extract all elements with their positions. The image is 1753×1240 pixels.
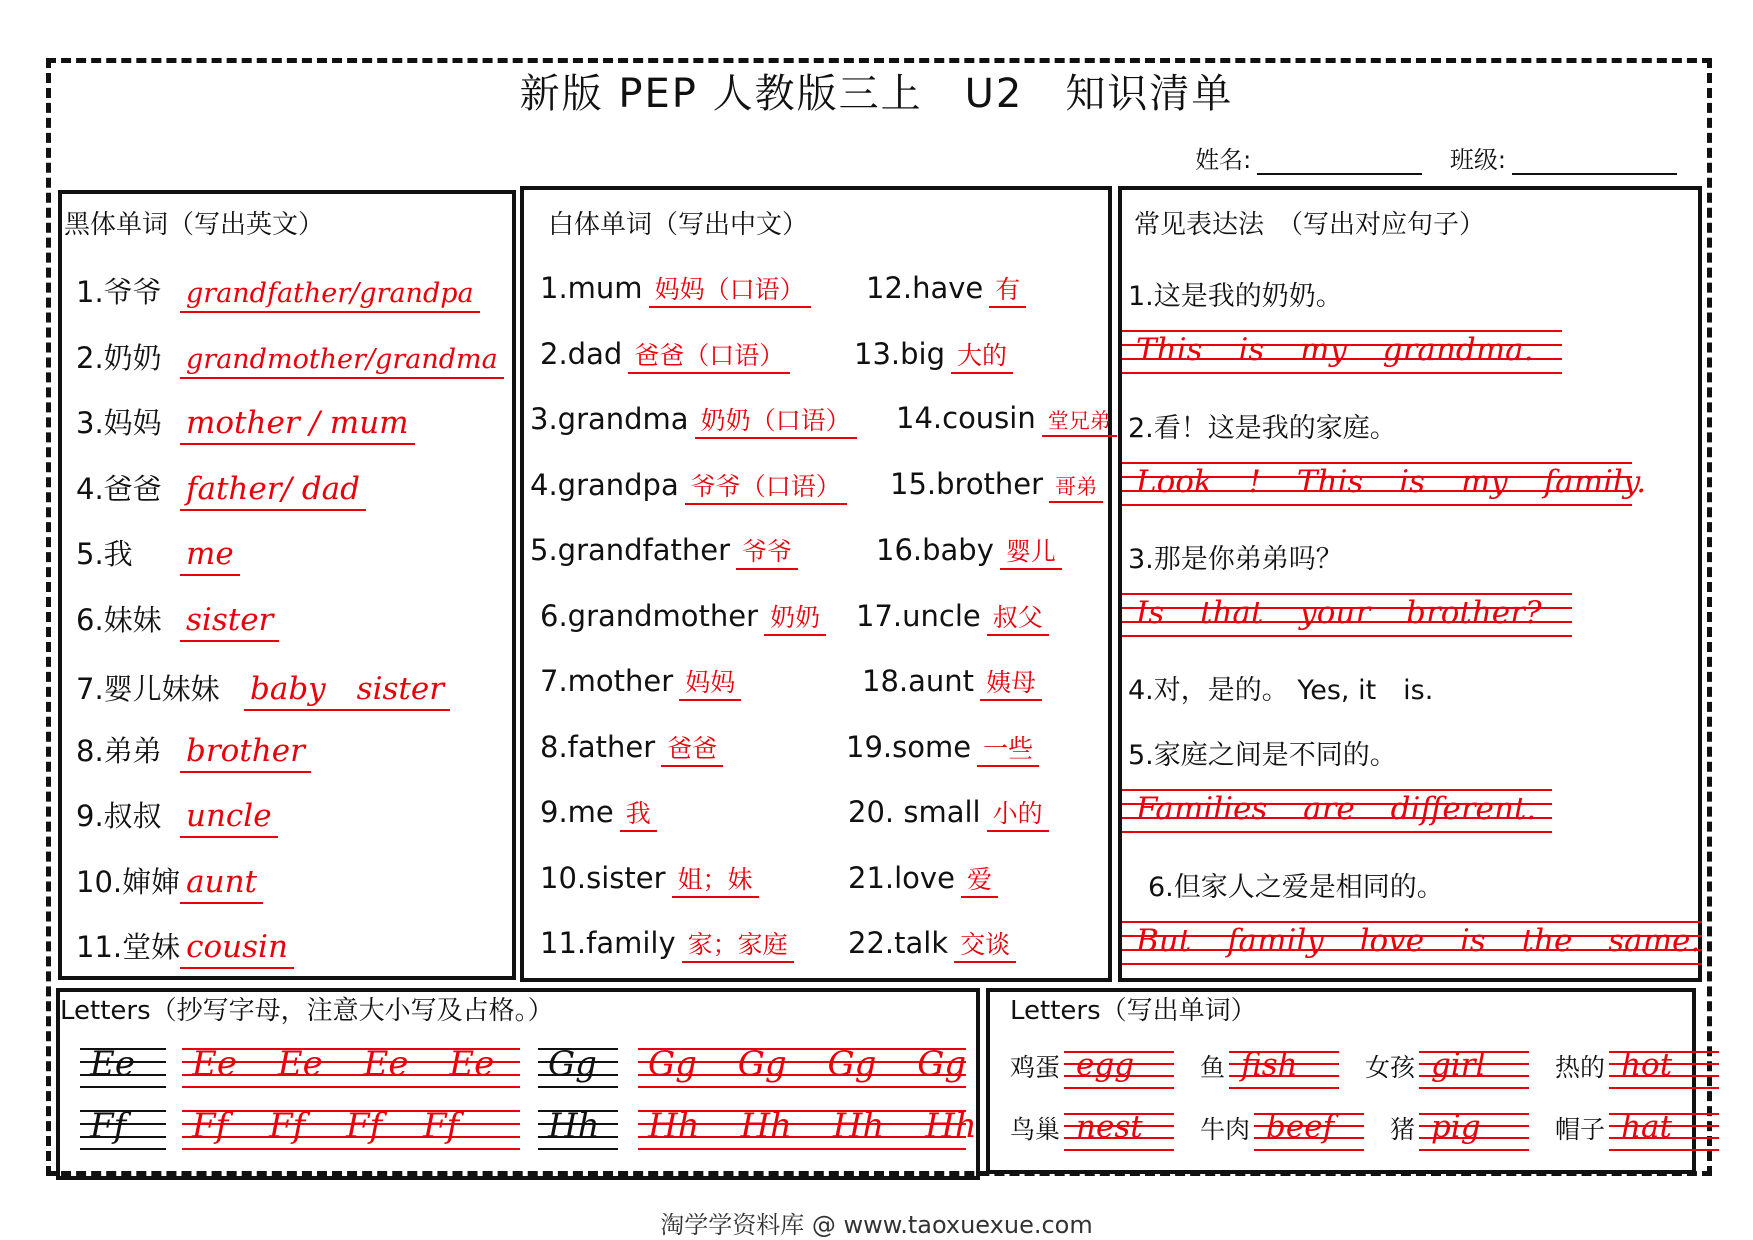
letter-copy-lines[interactable] <box>182 1044 520 1088</box>
letter-copy: Ff Ff Ff Ff <box>192 1106 460 1146</box>
letter-copy-lines[interactable] <box>182 1106 520 1150</box>
white-word-answer[interactable]: 叔父 <box>987 603 1049 636</box>
bold-word-answer[interactable]: grandfather/grandpa <box>180 278 480 313</box>
letter-word-text: hot <box>1621 1047 1673 1083</box>
white-word-prompt: 22.talk <box>848 926 949 960</box>
bold-word-row <box>76 598 279 639</box>
bold-word-prompt: 5.我 <box>76 537 133 571</box>
white-word-prompt: 19.some <box>846 729 972 764</box>
white-word-answer[interactable]: 爸爸 <box>661 734 723 767</box>
bold-word-prompt: 9.叔叔 <box>76 799 162 833</box>
white-word-prompt: 9.me <box>540 795 614 829</box>
white-word-row <box>530 532 798 568</box>
bold-word-row <box>76 925 294 966</box>
letter-word-answer[interactable] <box>1064 1111 1174 1151</box>
white-word-prompt: 13.big <box>854 336 945 371</box>
white-word-row <box>848 794 1049 830</box>
bold-word-row <box>76 532 240 573</box>
white-word-prompt: 11.family <box>540 926 676 960</box>
letter-word-prompt: 鱼 <box>1200 1053 1226 1082</box>
white-word-row <box>540 925 794 961</box>
bold-word-answer[interactable]: grandmother/grandma <box>180 344 504 379</box>
letter-word-answer[interactable] <box>1609 1049 1719 1089</box>
letter-word-answer[interactable] <box>1064 1049 1174 1089</box>
letter-word-text: egg <box>1076 1047 1135 1083</box>
white-word-prompt: 21.love <box>848 860 955 895</box>
white-word-row <box>540 598 826 634</box>
bold-word-prompt: 8.弟弟 <box>76 733 162 768</box>
bold-word-prompt: 11.堂妹 <box>76 930 181 964</box>
white-word-prompt: 16.baby <box>876 533 994 567</box>
bold-word-answer[interactable]: cousin <box>180 929 294 969</box>
expression-chinese: 3.那是你弟弟吗？ <box>1128 544 1343 575</box>
bold-word-prompt: 10.婶婶 <box>76 864 181 899</box>
letter-word-prompt: 猪 <box>1390 1115 1416 1144</box>
white-word-answer[interactable]: 爷爷 <box>736 537 798 570</box>
bold-word-prompt: 3.妈妈 <box>76 406 162 440</box>
bold-word-prompt: 1.爷爷 <box>76 275 162 309</box>
letter-word-row <box>1010 1048 1745 1089</box>
expressions-heading: 常见表达法 （写出对应句子） <box>1134 210 1486 240</box>
white-word-answer[interactable]: 有 <box>989 275 1026 308</box>
white-word-row <box>854 336 1013 372</box>
expression-english: But family love is the same. <box>1136 923 1701 959</box>
white-word-row <box>530 467 847 503</box>
white-word-answer[interactable]: 奶奶（口语） <box>695 406 857 439</box>
letter-word-text: fish <box>1241 1047 1298 1083</box>
white-word-answer[interactable]: 爷爷（口语） <box>685 472 847 505</box>
white-word-answer[interactable]: 爱 <box>961 865 998 898</box>
letter-copy-lines[interactable] <box>638 1106 977 1150</box>
letter-model-lines <box>80 1106 166 1150</box>
bold-word-row <box>76 860 263 901</box>
white-word-prompt: 18.aunt <box>862 664 975 698</box>
white-word-prompt: 8.father <box>540 729 656 764</box>
letter-copy: Ee Ee Ee Ee <box>192 1044 495 1084</box>
white-word-answer[interactable]: 姨母 <box>980 668 1042 701</box>
white-word-prompt: 4.grandpa <box>530 467 679 502</box>
letter-word-prompt: 帽子 <box>1555 1115 1606 1144</box>
class-label: 班级: <box>1449 146 1506 174</box>
letter-model: Ff <box>90 1106 127 1146</box>
white-word-answer[interactable]: 一些 <box>977 734 1039 767</box>
white-word-prompt: 14.cousin <box>896 401 1036 435</box>
white-word-answer[interactable]: 婴儿 <box>1000 537 1062 570</box>
white-word-row <box>856 598 1049 634</box>
letter-word-prompt: 鸟巢 <box>1010 1115 1061 1144</box>
expression-english: Look ! This is my family. <box>1136 464 1647 500</box>
letters-copy-heading: Letters（抄写字母，注意大小写及占格。） <box>60 996 554 1026</box>
white-word-prompt: 12.have <box>866 271 984 305</box>
letter-model: Hh <box>548 1106 600 1146</box>
name-class-bar <box>1195 140 1697 175</box>
expression-answer-lines[interactable] <box>1122 462 1647 506</box>
white-word-row <box>530 401 857 437</box>
letter-word-text: beef <box>1266 1109 1335 1145</box>
letter-word-answer[interactable] <box>1419 1111 1529 1151</box>
bold-word-answer[interactable]: aunt <box>180 864 263 904</box>
bold-word-prompt: 2.奶奶 <box>76 340 162 375</box>
white-word-row <box>540 794 657 830</box>
letter-copy-lines[interactable] <box>638 1044 967 1088</box>
expression-english: Is that your brother? <box>1136 595 1542 631</box>
bold-word-answer[interactable]: baby sister <box>244 671 450 711</box>
white-word-row <box>896 401 1117 435</box>
white-word-prompt: 10.sister <box>540 860 666 895</box>
white-word-row <box>540 336 790 372</box>
letter-model: Gg <box>548 1044 597 1084</box>
letter-model-lines <box>80 1044 166 1088</box>
letter-model-lines <box>538 1044 618 1088</box>
white-word-row <box>848 925 1016 961</box>
white-word-row <box>890 467 1103 501</box>
white-word-answer[interactable]: 大的 <box>951 341 1013 374</box>
bold-word-answer[interactable]: me <box>180 536 240 576</box>
bold-word-prompt: 4.爸爸 <box>76 471 162 506</box>
white-word-row <box>540 729 723 765</box>
letters-words-heading: Letters（写出单词） <box>1010 996 1257 1026</box>
bold-word-row <box>76 336 504 377</box>
expression-english: Families are different. <box>1136 791 1537 827</box>
letter-word-text: pig <box>1431 1109 1481 1145</box>
white-word-row <box>866 270 1026 306</box>
white-word-answer[interactable]: 奶奶 <box>764 603 826 636</box>
letter-word-answer[interactable] <box>1609 1111 1719 1151</box>
white-word-prompt: 3.grandma <box>530 402 689 436</box>
bold-word-row <box>76 794 278 835</box>
bold-word-prompt: 7.婴儿妹妹 <box>76 672 220 706</box>
white-word-answer[interactable]: 哥弟 <box>1049 475 1103 503</box>
white-word-answer[interactable]: 姐；妹 <box>672 865 759 898</box>
white-word-prompt: 15.brother <box>890 466 1044 501</box>
bold-words-heading: 黑体单词（写出英文） <box>64 210 325 240</box>
white-words-heading: 白体单词（写出中文） <box>548 210 809 240</box>
bold-word-answer[interactable]: uncle <box>180 798 278 838</box>
letter-word-text: hat <box>1621 1109 1672 1145</box>
name-label: 姓名: <box>1195 146 1252 174</box>
letter-copy: Hh Hh Hh Hh <box>648 1106 977 1146</box>
expression-answer-lines[interactable] <box>1122 330 1562 374</box>
letter-model: Ee <box>90 1044 135 1084</box>
bold-word-row <box>76 663 450 708</box>
expression-chinese: 1.这是我的奶奶。 <box>1128 281 1343 312</box>
letter-word-text: girl <box>1431 1047 1486 1083</box>
bold-word-answer[interactable]: father/ dad <box>180 471 366 511</box>
letter-word-prompt: 牛肉 <box>1200 1115 1251 1144</box>
expression-chinese: 5.家庭之间是不同的。 <box>1128 740 1397 771</box>
white-word-answer[interactable]: 妈妈（口语） <box>649 275 811 308</box>
letter-word-text: nest <box>1076 1109 1143 1145</box>
letter-word-row <box>1010 1110 1745 1151</box>
white-word-answer[interactable]: 妈妈 <box>679 668 741 701</box>
white-word-prompt: 17.uncle <box>856 598 981 633</box>
bold-word-row <box>76 401 415 442</box>
expression-answer-lines[interactable] <box>1122 593 1572 637</box>
white-word-prompt: 1.mum <box>540 271 643 305</box>
name-blank[interactable] <box>1257 149 1422 175</box>
white-word-answer[interactable]: 小的 <box>987 799 1049 832</box>
expression-chinese: 2.看！这是我的家庭。 <box>1128 413 1397 444</box>
bold-word-answer[interactable]: sister <box>180 602 279 642</box>
bold-word-prompt: 6.妹妹 <box>76 602 162 637</box>
white-word-row <box>540 663 741 699</box>
white-word-row <box>846 729 1039 765</box>
white-word-row <box>848 860 998 896</box>
white-word-answer[interactable]: 交谈 <box>954 930 1016 963</box>
white-word-answer[interactable]: 堂兄弟 <box>1042 409 1117 437</box>
footer-watermark: 淘学学资料库 @ www.taoxuexue.com <box>660 1211 1093 1239</box>
white-word-prompt: 20. small <box>848 795 981 829</box>
white-word-prompt: 2.dad <box>540 336 623 371</box>
expression-english: This is my grandma. <box>1136 332 1534 368</box>
white-word-prompt: 6.grandmother <box>540 598 759 633</box>
white-word-answer[interactable]: 家；家庭 <box>682 930 794 963</box>
bold-word-answer[interactable]: brother <box>180 733 311 773</box>
white-word-row <box>876 532 1062 568</box>
letter-word-answer[interactable] <box>1419 1049 1529 1089</box>
white-word-row <box>540 270 811 306</box>
bold-word-row <box>76 729 311 770</box>
letter-word-prompt: 女孩 <box>1365 1053 1416 1082</box>
letter-word-prompt: 鸡蛋 <box>1010 1053 1061 1082</box>
expression-answer-lines[interactable] <box>1122 789 1552 833</box>
page-title: 新版 PEP 人教版三上 U2 知识清单 <box>519 71 1234 117</box>
expression-chinese: 4.对，是的。 Yes, it is. <box>1128 675 1434 706</box>
letter-model-lines <box>538 1106 618 1150</box>
white-word-prompt: 7.mother <box>540 664 674 698</box>
expression-chinese: 6.但家人之爱是相同的。 <box>1148 872 1444 903</box>
white-word-answer[interactable]: 爸爸（口语） <box>628 341 790 374</box>
letter-word-answer[interactable] <box>1254 1111 1364 1151</box>
bold-word-row <box>76 270 480 311</box>
expression-answer-lines[interactable] <box>1122 921 1702 965</box>
class-blank[interactable] <box>1512 149 1677 175</box>
white-word-prompt: 5.grandfather <box>530 533 731 567</box>
bold-word-row <box>76 467 366 508</box>
white-word-row <box>862 663 1042 699</box>
bold-word-answer[interactable]: mother / mum <box>180 405 415 445</box>
letter-word-prompt: 热的 <box>1555 1053 1606 1082</box>
letter-word-answer[interactable] <box>1229 1049 1339 1089</box>
white-word-row <box>540 860 759 896</box>
white-word-answer[interactable]: 我 <box>620 799 657 832</box>
letter-copy: Gg Gg Gg Gg <box>648 1044 967 1084</box>
